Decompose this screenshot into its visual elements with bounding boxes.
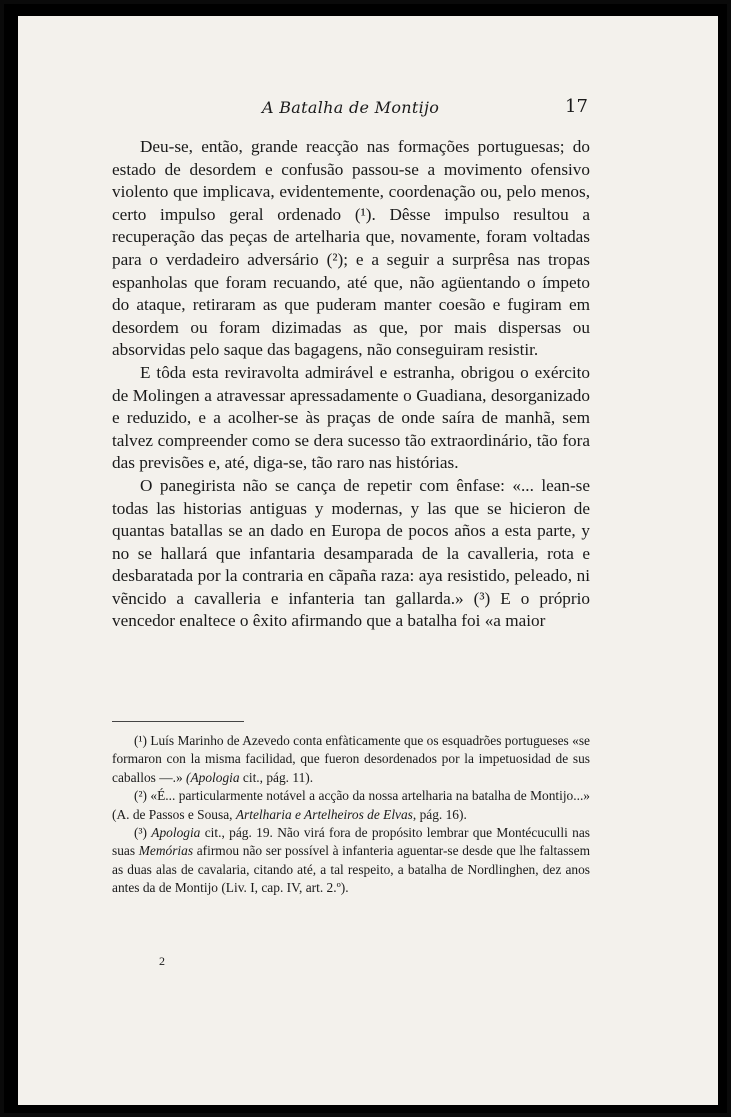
running-head [18,98,718,124]
body-text [112,136,590,633]
footnotes [112,732,590,898]
footnote-citation: Artelharia e Artelheiros de Elvas [235,806,413,822]
footnote-marker: (¹) [134,733,147,748]
book-page [18,16,718,1105]
signature-mark: 2 [159,954,165,968]
page-number: 17 [565,96,588,117]
paragraph: Deu-se, então, grande reacção nas formações portuguesas; do estado de desordem e confusão passou-se a movimento ofensivo violento que implicava, evidentemente, coordenação ou, pelo menos, certo impulso geral ordenado (¹). Dêsse impulso resultou a recuperação das peças de artelharia que, novamente, foram voltadas para o verdadeiro adversário (²); e a seguir a surprêsa nas tropas espanholas que foram recuando, até que, não agüentando o ímpeto do ataque, retiraram as que puderam manter coesão e fugiram em desordem ou foram dizimadas as que, por mais dispersas ou absorvidas pelo saque das bagagens, não conseguiram resistir. [112,137,590,360]
footnote-text: «É... particularmente notável a acção da nossa artelharia na batalha de Montijo...» (A. de Passos e Sousa, [112,788,590,822]
footnote-tail: , pág. 16). [412,806,467,822]
footnote [112,787,590,824]
footnote-citation: Memórias [138,843,194,859]
footnote-tail: cit., pág. 11). [239,769,314,785]
footnote [112,824,590,898]
scan-frame [4,4,727,1113]
running-title: A Batalha de Montijo [262,98,440,117]
footnote-citation: Apologia [151,825,201,841]
footnote-marker: (³) [134,825,147,841]
footnote-text: Luís Marinho de Azevedo conta enfàticamente que os esquadrões portugueses «se formaron con la misma facilidad, que fueron desordenados por la impetuosidad de sus caballos —.» [112,733,590,785]
footnote-rule [112,721,244,722]
paragraph: O panegirista não se cança de repetir com ênfase: «... lean-se todas las historias antiguas y modernas, y las que se hicieron de quantas batallas se an dado en Europa de pocos años a esta parte, y no se hallará que infantaria desamparada de la cavalleria, rota e desbaratada por la contraria en cãpaña raza: aya resistido, peleado, ni vẽncido a cavalleria e infanteria tan gallarda.» (³) E o próprio vencedor enaltece o êxito afirmando que a batalha foi «a maior [112,475,590,631]
footnote-marker: (²) [134,788,147,804]
paragraph: E tôda esta reviravolta admirável e estranha, obrigou o exército de Molingen a atravessar apressadamente o Guadiana, desorganizado e reduzido, e a acolher-se às praças de onde saíra de manhã, sem talvez compreender como se dera sucesso tão extraordinário, tão fora das previsões e, até, diga-se, tão raro nas histórias. [112,362,590,473]
footnote-citation: (Apologia [186,769,240,785]
footnote-text: cit., pág. 19. Não virá fora de propósito lembrar que Montécuculli nas suas [112,825,590,859]
footnote-tail: afirmou não ser possível à infanteria aguentar-se desde que lhe faltassem as duas alas de cavalaria, citando até, a tal respeito, a batalha de Nordlinghen, dez anos antes da de Montijo (Liv. I, cap. IV, art. 2.º). [112,843,590,896]
footnote [112,732,590,787]
